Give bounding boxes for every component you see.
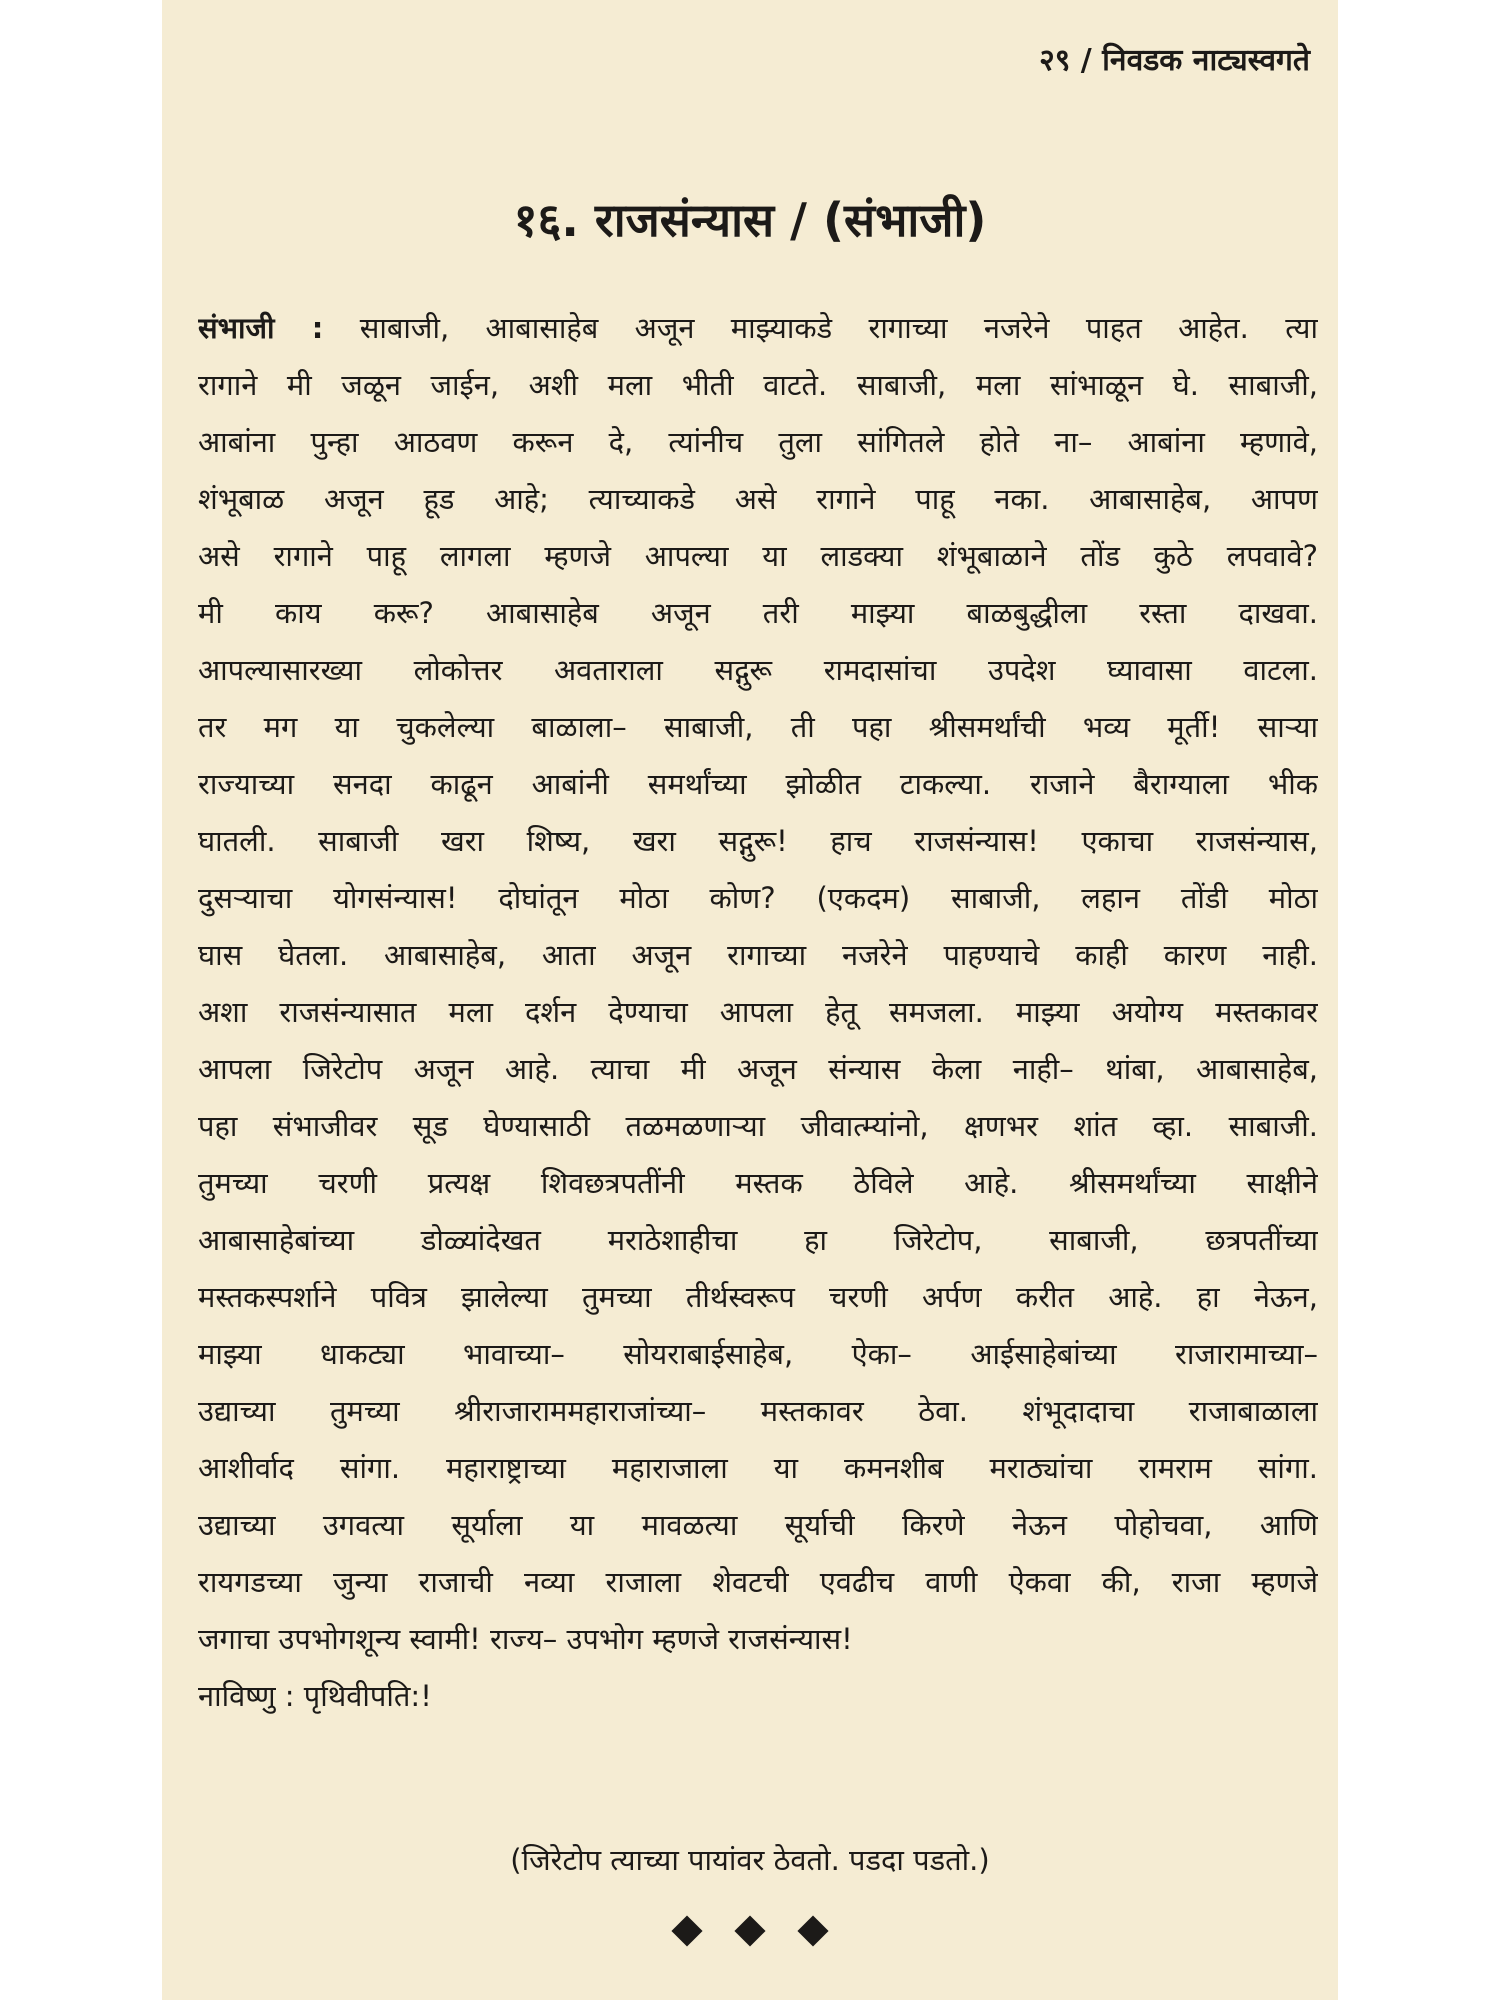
diamond-icon: [671, 1915, 702, 1946]
diamond-icon: [734, 1915, 765, 1946]
section-ornament: [162, 1920, 1338, 1946]
body-text: [198, 300, 1318, 1725]
text-line: [198, 300, 1318, 357]
reply-text: पृथिवीपति:!: [303, 1679, 432, 1713]
text-line: रायगडच्या जुन्या राजाची नव्या राजाला शेवटची एवढीच वाणी ऐकवा की, राजा म्हणजे: [198, 1565, 1318, 1599]
reply-line: [198, 1668, 1318, 1725]
text-line: आशीर्वाद सांगा. महाराष्ट्राच्या महाराजाला या कमनशीब मराठ्यांचा रामराम सांगा.: [198, 1451, 1318, 1485]
text-line: माझ्या धाकट्या भावाच्या– सोयराबाईसाहेब, ऐका– आईसाहेबांच्या राजारामाच्या–: [198, 1337, 1318, 1371]
text-line: दुसऱ्याचा योगसंन्यास! दोघांतून मोठा कोण? (एकदम) साबाजी, लहान तोंडी मोठा: [198, 881, 1318, 915]
text-line: असे रागाने पाहू लागला म्हणजे आपल्या या लाडक्या शंभूबाळाने तोंड कुठे लपवावे?: [198, 539, 1318, 573]
text-line: आबासाहेबांच्या डोळ्यांदेखत मराठेशाहीचा हा जिरेटोप, साबाजी, छत्रपतींच्या: [198, 1223, 1318, 1257]
text-line: शंभूबाळ अजून हूड आहे; त्याच्याकडे असे रागाने पाहू नका. आबासाहेब, आपण: [198, 482, 1318, 516]
text-line: घास घेतला. आबासाहेब, आता अजून रागाच्या नजरेने पाहण्याचे काही कारण नाही.: [198, 938, 1318, 972]
speaker-name: संभाजी :: [198, 311, 324, 345]
text-line: रागाने मी जळून जाईन, अशी मला भीती वाटते. साबाजी, मला सांभाळून घे. साबाजी,: [198, 368, 1318, 402]
reply-speaker: नाविष्णु :: [198, 1679, 295, 1713]
text-line: मस्तकस्पर्शाने पवित्र झालेल्या तुमच्या तीर्थस्वरूप चरणी अर्पण करीत आहे. हा नेऊन,: [198, 1280, 1318, 1314]
line-text: साबाजी, आबासाहेब अजून माझ्याकडे रागाच्या नजरेने पाहत आहेत. त्या: [359, 311, 1318, 345]
text-line: जगाचा उपभोगशून्य स्वामी! राज्य– उपभोग म्हणजे राजसंन्यास!: [198, 1622, 853, 1656]
stage-direction: (जिरेटोप त्याच्या पायांवर ठेवतो. पडदा पडतो.): [510, 1843, 990, 1877]
text-line: आपला जिरेटोप अजून आहे. त्याचा मी अजून संन्यास केला नाही– थांबा, आबासाहेब,: [198, 1052, 1318, 1086]
text-line: मी काय करू? आबासाहेब अजून तरी माझ्या बाळबुद्धीला रस्ता दाखवा.: [198, 596, 1318, 630]
text-line: घातली. साबाजी खरा शिष्य, खरा सद्गुरू! हाच राजसंन्यास! एकाचा राजसंन्यास,: [198, 824, 1318, 858]
text-line: आपल्यासारख्या लोकोत्तर अवताराला सद्गुरू रामदासांचा उपदेश घ्यावासा वाटला.: [198, 653, 1318, 687]
text-line: उद्याच्या तुमच्या श्रीराजाराममहाराजांच्या– मस्तकावर ठेवा. शंभूदादाचा राजाबाळाला: [198, 1394, 1318, 1428]
text-line: आबांना पुन्हा आठवण करून दे, त्यांनीच तुला सांगितले होते ना– आबांना म्हणावे,: [198, 425, 1318, 459]
diamond-icon: [798, 1915, 829, 1946]
text-line: अशा राजसंन्यासात मला दर्शन देण्याचा आपला हेतू समजला. माझ्या अयोग्य मस्तकावर: [198, 995, 1318, 1029]
text-line: तुमच्या चरणी प्रत्यक्ष शिवछत्रपतींनी मस्तक ठेविले आहे. श्रीसमर्थांच्या साक्षीने: [198, 1166, 1318, 1200]
text-line: उद्याच्या उगवत्या सूर्याला या मावळत्या सूर्याची किरणे नेऊन पोहोचवा, आणि: [198, 1508, 1318, 1542]
text-line: राज्याच्या सनदा काढून आबांनी समर्थांच्या झोळीत टाकल्या. राजाने बैराग्याला भीक: [198, 767, 1318, 801]
book-page: [162, 0, 1338, 2000]
running-head: २९ / निवडक नाट्यस्वगते: [1039, 43, 1310, 78]
text-line: पहा संभाजीवर सूड घेण्यासाठी तळमळणाऱ्या जीवात्म्यांनो, क्षणभर शांत व्हा. साबाजी.: [198, 1109, 1318, 1143]
text-line: तर मग या चुकलेल्या बाळाला– साबाजी, ती पहा श्रीसमर्थांची भव्य मूर्ती! साऱ्या: [198, 710, 1318, 744]
chapter-title: १६. राजसंन्यास / (संभाजी): [513, 193, 987, 247]
